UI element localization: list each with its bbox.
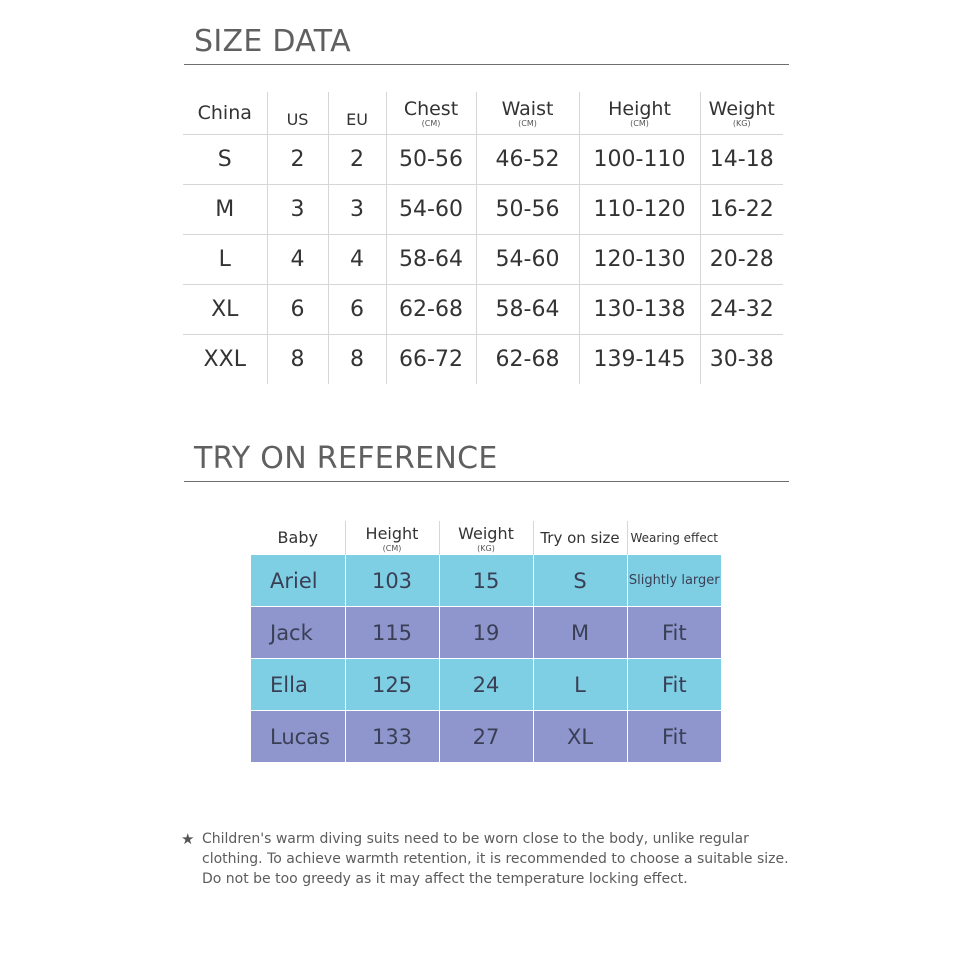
cell-baby-name: Lucas	[251, 711, 345, 763]
cell-try-on-size: L	[533, 659, 627, 711]
cell-weight: 24-32	[700, 285, 783, 335]
header-wearing-effect-label: Wearing effect	[630, 531, 719, 545]
table-row	[251, 607, 721, 659]
cell-waist: 50-56	[476, 185, 579, 235]
size-data-title: SIZE DATA	[194, 24, 351, 59]
star-icon: ★	[181, 830, 195, 848]
header-weight-label: Weight	[708, 97, 775, 120]
try-on-divider	[184, 481, 789, 482]
header-chest-unit: (CM)	[421, 118, 441, 128]
header-weight-unit: (KG)	[477, 543, 495, 553]
header-eu-label: EU	[346, 110, 368, 129]
header-height	[579, 92, 700, 135]
table-row	[251, 711, 721, 763]
try-on-header-row	[251, 521, 721, 555]
cell-us-size: 2	[267, 135, 328, 185]
header-us-label: US	[286, 110, 309, 129]
cell-waist: 46-52	[476, 135, 579, 185]
cell-china-size: XXL	[183, 335, 267, 385]
cell-eu-size: 3	[328, 185, 386, 235]
table-row	[251, 555, 721, 607]
size-data-divider	[184, 64, 789, 65]
cell-eu-size: 2	[328, 135, 386, 185]
cell-try-on-size: M	[533, 607, 627, 659]
size-data-table	[183, 92, 783, 384]
header-chest	[386, 92, 476, 135]
cell-height: 100-110	[579, 135, 700, 185]
cell-height: 130-138	[579, 285, 700, 335]
cell-height: 139-145	[579, 335, 700, 385]
cell-height: 115	[345, 607, 439, 659]
cell-baby-name: Ella	[251, 659, 345, 711]
header-weight-unit: (KG)	[732, 118, 751, 128]
cell-try-on-size: S	[533, 555, 627, 607]
header-try-on-size-label: Try on size	[540, 529, 620, 547]
try-on-title: TRY ON REFERENCE	[194, 441, 498, 476]
cell-china-size: M	[183, 185, 267, 235]
header-waist-unit: (CM)	[518, 118, 537, 128]
cell-us-size: 3	[267, 185, 328, 235]
size-header-row	[183, 92, 783, 135]
table-row	[183, 285, 783, 335]
cell-waist: 62-68	[476, 335, 579, 385]
header-china-label: China	[197, 102, 252, 124]
cell-wearing-effect: Slightly larger	[627, 555, 721, 607]
cell-weight: 20-28	[700, 235, 783, 285]
table-row	[183, 335, 783, 385]
cell-wearing-effect: Fit	[627, 659, 721, 711]
cell-height: 133	[345, 711, 439, 763]
footnote-text: Children's warm diving suits need to be worn close to the body, unlike regular clothing. To achieve warmth retention, it is recommended to choose a suitable size. Do not be too greedy as it may affect the temperature locking effect.	[202, 831, 789, 887]
cell-china-size: L	[183, 235, 267, 285]
cell-chest: 58-64	[386, 235, 476, 285]
cell-weight: 16-22	[700, 185, 783, 235]
header-try-on-size	[533, 521, 627, 555]
header-weight-label: Weight	[458, 523, 514, 543]
header-weight	[700, 92, 783, 135]
cell-weight: 24	[439, 659, 533, 711]
cell-chest: 50-56	[386, 135, 476, 185]
header-height-label: Height	[608, 97, 671, 120]
cell-weight: 15	[439, 555, 533, 607]
cell-waist: 54-60	[476, 235, 579, 285]
cell-eu-size: 4	[328, 235, 386, 285]
cell-height: 110-120	[579, 185, 700, 235]
cell-weight: 19	[439, 607, 533, 659]
try-on-table	[251, 521, 721, 763]
cell-eu-size: 8	[328, 335, 386, 385]
cell-height: 120-130	[579, 235, 700, 285]
cell-weight: 14-18	[700, 135, 783, 185]
cell-eu-size: 6	[328, 285, 386, 335]
table-row	[183, 135, 783, 185]
header-height-unit: (CM)	[382, 543, 402, 553]
table-row	[183, 235, 783, 285]
cell-wearing-effect: Fit	[627, 607, 721, 659]
header-weight	[439, 521, 533, 555]
header-height	[345, 521, 439, 555]
header-height-unit: (CM)	[630, 118, 649, 128]
cell-us-size: 4	[267, 235, 328, 285]
cell-baby-name: Ariel	[251, 555, 345, 607]
header-chest-label: Chest	[403, 97, 459, 120]
header-height-label: Height	[365, 523, 419, 543]
footnote	[181, 829, 801, 889]
cell-us-size: 6	[267, 285, 328, 335]
table-row	[183, 185, 783, 235]
cell-china-size: XL	[183, 285, 267, 335]
cell-chest: 66-72	[386, 335, 476, 385]
header-wearing-effect	[627, 521, 721, 555]
cell-chest: 62-68	[386, 285, 476, 335]
header-baby-label: Baby	[277, 528, 318, 547]
cell-us-size: 8	[267, 335, 328, 385]
header-us	[267, 92, 328, 135]
table-row	[251, 659, 721, 711]
cell-wearing-effect: Fit	[627, 711, 721, 763]
cell-try-on-size: XL	[533, 711, 627, 763]
header-china	[183, 92, 267, 135]
cell-weight: 27	[439, 711, 533, 763]
cell-height: 125	[345, 659, 439, 711]
cell-height: 103	[345, 555, 439, 607]
header-baby	[251, 521, 345, 555]
cell-chest: 54-60	[386, 185, 476, 235]
cell-weight: 30-38	[709, 347, 774, 372]
header-waist-label: Waist	[501, 97, 554, 120]
cell-china-size: S	[183, 135, 267, 185]
cell-baby-name: Jack	[251, 607, 345, 659]
cell-waist: 58-64	[476, 285, 579, 335]
header-waist	[476, 92, 579, 135]
header-eu	[328, 92, 386, 135]
